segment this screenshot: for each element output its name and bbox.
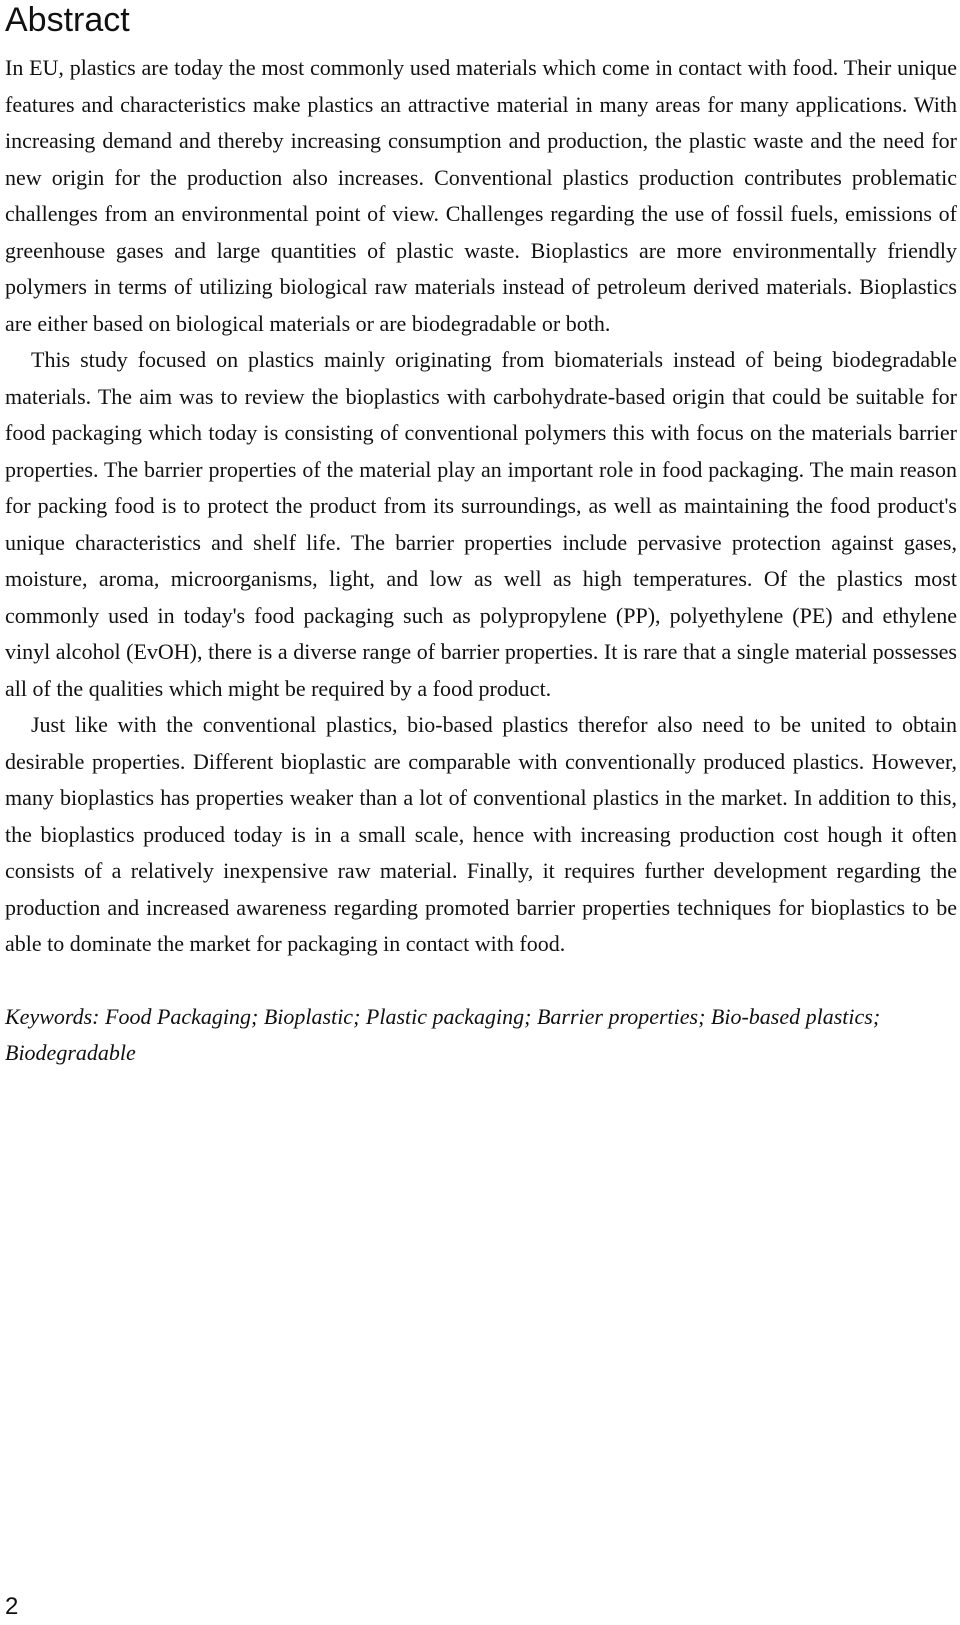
abstract-paragraph-1: In EU, plastics are today the most commonly used materials which come in contact with food. Their unique features and characteristics make plastics an attractive material in many areas for many applications. With increasing demand and thereby increasing consumption and production, the plastic waste and the need for new origin for the production also increases. Conventional plastics production contributes problematic challenges from an environmental point of view. Challenges regarding the use of fossil fuels, emissions of greenhouse gases and large quantities of plastic waste. Bioplastics are more environmentally friendly polymers in terms of utilizing biological raw materials instead of petroleum derived materials. Bioplastics are either based on biological materials or are biodegradable or both.: [5, 55, 957, 336]
page-number: 2: [5, 1593, 19, 1620]
section-heading: Abstract: [5, 1, 130, 39]
abstract-paragraph-2: This study focused on plastics mainly originating from biomaterials instead of being biodegradable materials. The aim was to review the bioplastics with carbohydrate-based origin that could be suitable for food packaging which today is consisting of conventional polymers this with focus on the materials barrier properties. The barrier properties of the material play an important role in food packaging. The main reason for packing food is to protect the product from its surroundings, as well as maintaining the food product's unique characteristics and shelf life. The barrier properties include pervasive protection against gases, moisture, aroma, microorganisms, light, and low as well as high temperatures. Of the plastics most commonly used in today's food packaging such as polypropylene (PP), polyethylene (PE) and ethylene vinyl alcohol (EvOH), there is a diverse range of barrier properties. It is rare that a single material possesses all of the qualities which might be required by a food product.: [5, 347, 957, 701]
keywords-line: Keywords: Food Packaging; Bioplastic; Plastic packaging; Barrier properties; Bio-based plastics; Biodegradable: [5, 1003, 881, 1065]
document-page: [5, 0, 957, 1071]
abstract-paragraph-3: Just like with the conventional plastics, bio-based plastics therefor also need to be united to obtain desirable properties. Different bioplastic are comparable with conventionally produced plastics. However, many bioplastics has properties weaker than a lot of conventional plastics in the market. In addition to this, the bioplastics produced today is in a small scale, hence with increasing production cost hough it often consists of a relatively inexpensive raw material. Finally, it requires further development regarding the production and increased awareness regarding promoted barrier properties techniques for bioplastics to be able to dominate the market for packaging in contact with food.: [5, 712, 957, 956]
